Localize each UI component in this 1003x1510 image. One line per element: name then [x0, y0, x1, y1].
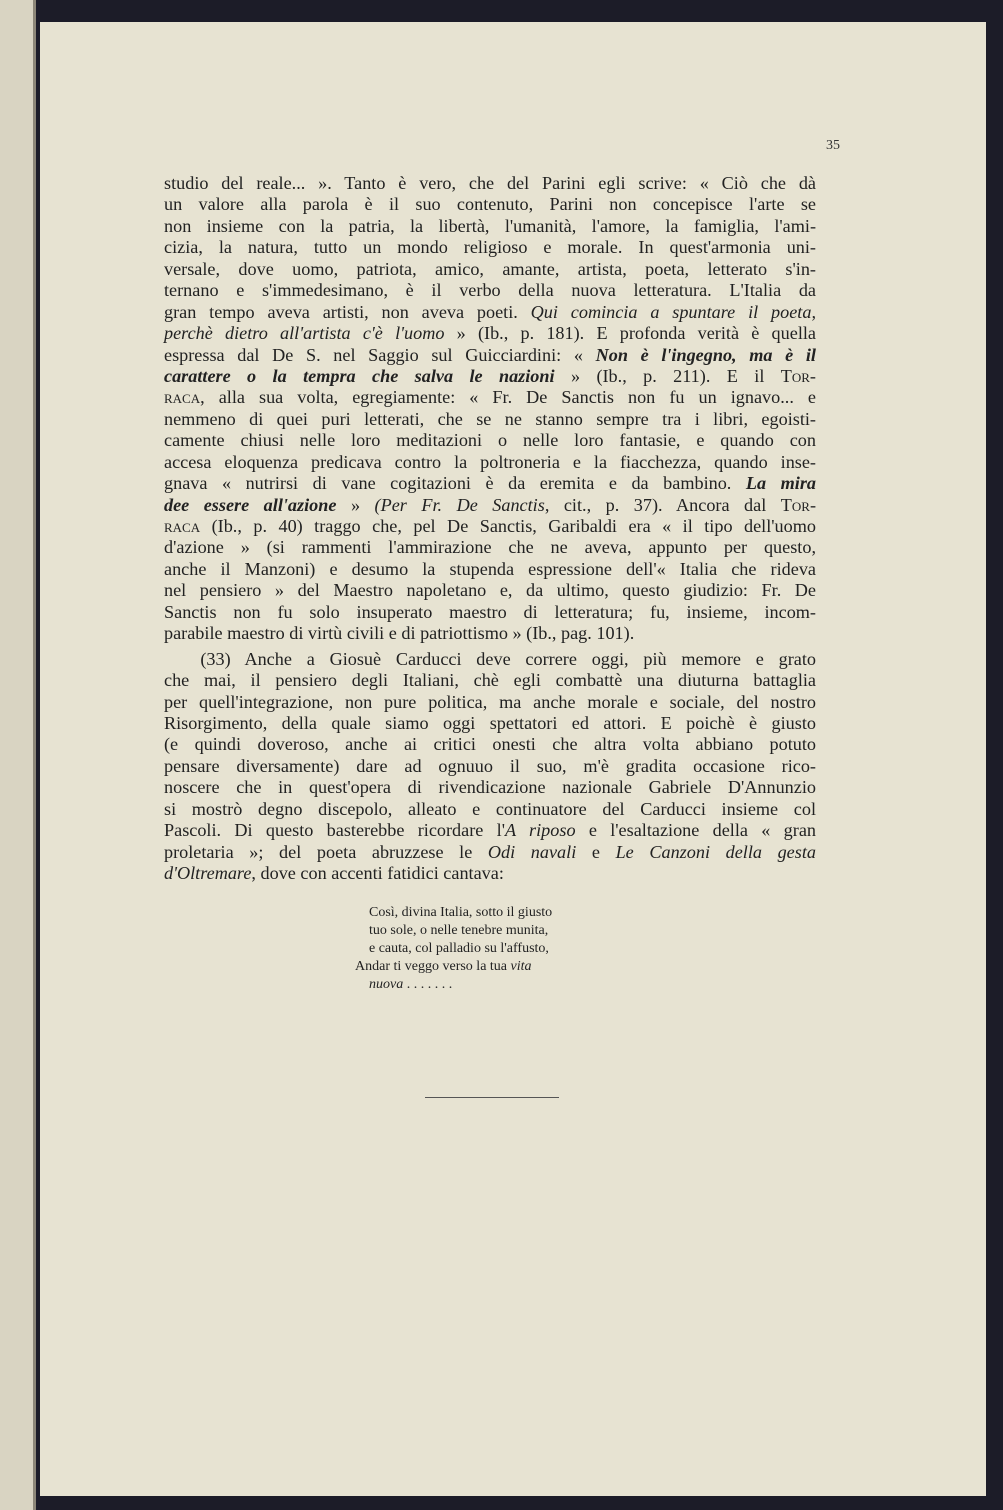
text-line	[164, 473, 816, 494]
text-run: (e quindi doveroso, anche ai critici onesti che altra volta abbiano potuto	[164, 734, 816, 755]
text-run: parabile maestro di virtù civili e di patriottismo » (Ib., pag. 101).	[164, 623, 635, 644]
italic-run: d'Oltremare	[164, 863, 252, 883]
text-line	[164, 799, 816, 820]
small-caps-run: Tor-	[780, 494, 817, 515]
text-line	[164, 734, 816, 755]
text-line	[164, 259, 816, 280]
text-line	[164, 173, 816, 194]
text-run: e l'esaltazione della « gran	[575, 820, 816, 841]
text-run: un valore alla parola è il suo contenuto, Parini non concepisce l'arte se	[164, 194, 816, 215]
text-line	[164, 237, 816, 258]
text-line	[164, 777, 816, 798]
text-line	[355, 976, 552, 994]
text-line	[355, 904, 552, 922]
page-number: 35	[826, 138, 840, 153]
text-run: Risorgimento, della quale siamo oggi spettatori ed attori. E poichè è giusto	[164, 712, 816, 733]
text-run: » (Ib., p. 211). E il	[554, 365, 781, 386]
italic-run: perchè dietro all'artista c'è l'uomo	[164, 323, 445, 344]
italic-run: nuova	[369, 977, 404, 992]
italic-run: La mira	[745, 473, 816, 494]
text-line	[164, 842, 816, 863]
text-run: proletaria »; del poeta abruzzese le	[164, 841, 488, 862]
text-line	[164, 409, 816, 430]
italic-run: Odi navali	[487, 841, 577, 862]
text-line	[164, 559, 816, 580]
text-run: gnava « nutrirsi di vane cogitazioni è da eremita e da bambino.	[164, 473, 746, 494]
text-line	[164, 537, 816, 558]
text-run: che mai, il pensiero degli Italiani, chè egli combattè una diuturna battaglia	[164, 670, 816, 691]
text-line	[164, 692, 816, 713]
text-line	[164, 756, 816, 777]
body-text	[164, 173, 816, 884]
poem-quotation	[355, 904, 552, 994]
text-run: , dove con accenti fatidici cantava:	[251, 863, 504, 883]
text-run: espressa dal De S. nel Saggio sul Guicciardini: «	[164, 344, 596, 365]
text-run: , cit., p. 37). Ancora dal	[544, 494, 781, 515]
text-line	[164, 302, 816, 323]
italic-run: (Per Fr. De Sanctis	[374, 494, 545, 515]
text-line	[355, 922, 552, 940]
text-run: tuo sole, o nelle tenebre munita,	[355, 923, 549, 938]
text-line	[164, 649, 816, 670]
text-line	[164, 366, 816, 387]
text-line	[164, 280, 816, 301]
previous-page-edge	[0, 0, 36, 1510]
text-run: » (Ib., p. 181). E profonda verità è quella	[444, 323, 816, 344]
text-run: non insieme con la patria, la libertà, l'umanità, l'amore, la famiglia, l'ami-	[164, 215, 816, 236]
italic-run: Non è l'ingegno, ma è il	[595, 344, 816, 365]
small-caps-run: raca	[164, 516, 201, 536]
italic-run: dee essere all'azione	[164, 494, 337, 515]
text-run: camente chiusi nelle loro meditazioni o nelle loro fantasie, e quando con	[164, 430, 816, 451]
text-run: (Ib., p. 40) traggo che, pel De Sanctis, Garibaldi era « il tipo dell'uomo	[200, 516, 816, 536]
text-run: accesa eloquenza predicava contro la poltroneria e la fiacchezza, quando inse-	[164, 451, 816, 472]
text-run: . . . . . . .	[403, 977, 453, 992]
text-run: nel pensiero » del Maestro napoletano e, da ultimo, questo giudizio: Fr. De	[164, 580, 816, 601]
text-line	[164, 863, 816, 884]
small-caps-run: raca	[164, 387, 201, 408]
text-line	[164, 495, 816, 516]
italic-run: A riposo	[504, 820, 576, 841]
text-line	[164, 452, 816, 473]
text-run: Sanctis non fu solo insuperato maestro di letteratura; fu, insieme, incom-	[164, 601, 816, 622]
text-line	[164, 623, 816, 644]
text-line	[164, 516, 816, 537]
text-run: versale, dove uomo, patriota, amico, amante, artista, poeta, letterato s'in-	[164, 258, 816, 279]
text-line	[164, 387, 816, 408]
text-run: e	[576, 841, 616, 862]
paragraph	[164, 649, 816, 885]
text-line	[164, 216, 816, 237]
small-caps-run: Tor-	[780, 365, 816, 386]
text-line	[164, 323, 816, 344]
text-run: ternano e s'immedesimano, è il verbo della nuova letteratura. L'Italia da	[164, 280, 816, 301]
text-run: cizia, la natura, tutto un mondo religioso e morale. In quest'armonia uni-	[164, 237, 816, 258]
text-run: Così, divina Italia, sotto il giusto	[355, 905, 553, 920]
text-run: Pascoli. Di questo basterebbe ricordare l'	[164, 820, 505, 841]
text-run: d'azione » (si rammenti l'ammirazione che ne aveva, appunto per questo,	[164, 537, 816, 558]
text-run: noscere che in quest'opera di rivendicazione nazionale Gabriele D'Annunzio	[164, 777, 816, 798]
text-run: si mostrò degno discepolo, alleato e continuatore del Carducci insieme col	[164, 798, 816, 819]
text-line	[355, 940, 552, 958]
italic-run: carattere o la tempra che salva le nazioni	[164, 365, 555, 386]
text-run: , alla sua volta, egregiamente: « Fr. De Sanctis non fu un ignavo... e	[200, 387, 816, 408]
text-run: Andar ti veggo verso la tua	[355, 959, 511, 974]
italic-run: Le Canzoni della gesta	[615, 841, 816, 862]
text-run: pensare diversamente) dare ad ognuuo il suo, m'è gradita occasione rico-	[164, 755, 816, 776]
text-line	[355, 958, 552, 976]
text-line	[164, 194, 816, 215]
italic-run: Qui comincia a spuntare il poeta,	[530, 301, 816, 322]
text-run: gran tempo aveva artisti, non aveva poeti.	[164, 301, 531, 322]
text-run	[355, 977, 369, 992]
text-line	[164, 820, 816, 841]
text-line	[164, 345, 816, 366]
text-run: studio del reale... ». Tanto è vero, che del Parini egli scrive: « Ciò che dà	[164, 173, 816, 193]
end-rule-divider	[425, 1097, 559, 1098]
paragraph	[164, 173, 816, 645]
text-run: e cauta, col palladio su l'affusto,	[355, 941, 549, 956]
text-line	[164, 580, 816, 601]
text-run: per quell'integrazione, non pure politica, ma anche morale e sociale, del nostro	[164, 691, 816, 712]
text-run: (33) Anche a Giosuè Carducci deve correre oggi, più memore e grato	[164, 648, 816, 669]
text-line	[164, 602, 816, 623]
text-line	[164, 713, 816, 734]
text-run: anche il Manzoni) e desumo la stupenda espressione dell'« Italia che rideva	[164, 558, 816, 579]
text-line	[164, 430, 816, 451]
text-line	[164, 670, 816, 691]
italic-run: vita	[510, 959, 532, 974]
text-run: nemmeno di quei puri letterati, che se ne stanno sempre tra i libri, egoisti-	[164, 408, 816, 429]
text-run: »	[336, 494, 375, 515]
